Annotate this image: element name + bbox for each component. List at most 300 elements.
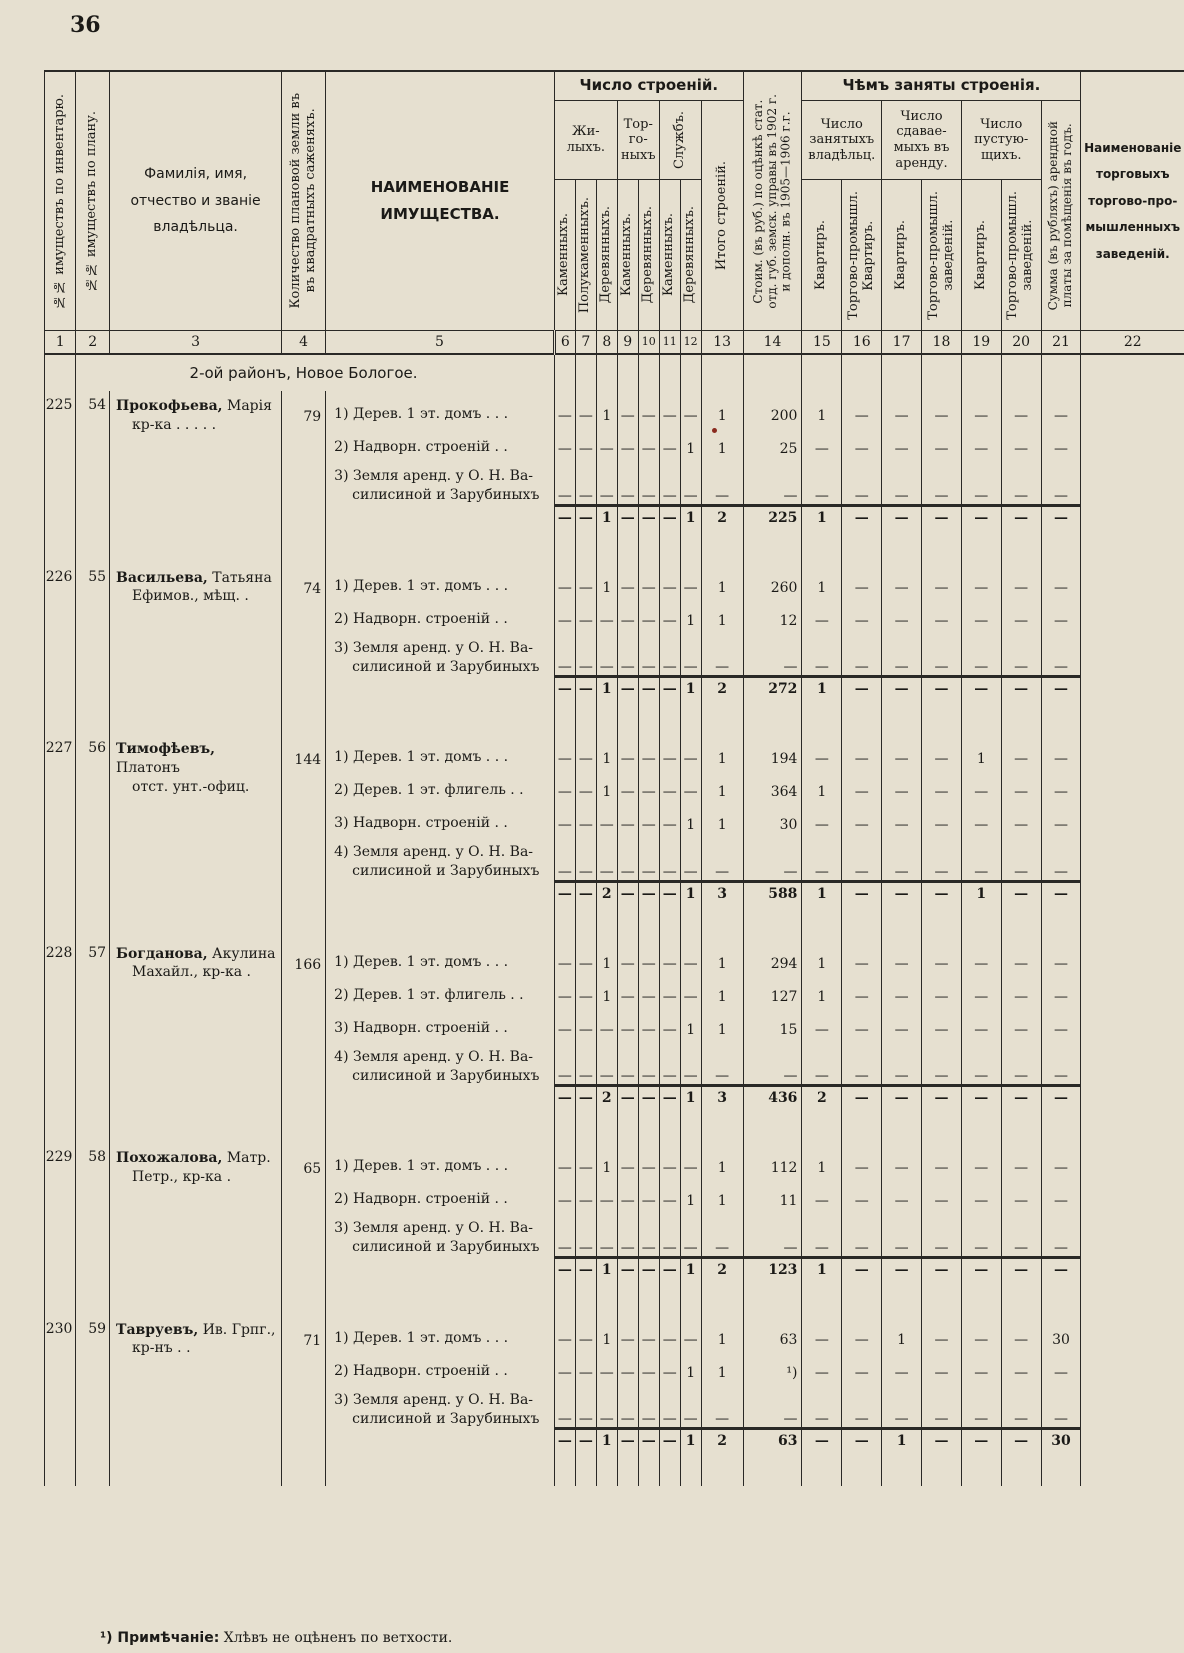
spacer-cell [45,1452,76,1486]
value-cell: 1 [701,1005,743,1038]
total-cell: — [659,1257,680,1281]
value-cell: — [1041,1143,1081,1176]
plan-number: 54 [76,391,110,529]
header-sluzhb: Службъ. [659,101,701,180]
land-area: 166 [282,939,326,1110]
value-cell: — [922,734,962,767]
value-cell: — [842,734,882,767]
total-cell: 1 [680,677,701,701]
value-cell: — [961,1038,1001,1086]
value-cell: — [1041,939,1081,972]
value-cell: 200 [743,391,802,424]
value-cell: — [659,1143,680,1176]
total-cell: — [961,1257,1001,1281]
value-cell: — [882,1209,922,1257]
c22-cell [1081,1038,1184,1086]
spacer-cell [45,1281,76,1315]
header-sdavaemykh: Число сдавае-мыхъ въ аренду. [882,101,962,180]
property-row [45,939,1184,972]
value-cell: — [659,457,680,505]
spacer-cell [45,529,76,563]
value-cell: — [638,424,659,457]
spacer-cell [596,1281,617,1315]
spacer-cell [659,1452,680,1486]
spacer-cell [596,700,617,734]
value-cell: — [575,629,596,677]
owner-name [110,391,282,529]
value-cell: — [802,1381,842,1429]
spacer-cell [659,905,680,939]
owner-title: Махайл., кр-ка . [132,964,251,981]
total-cell: 1 [802,881,842,905]
spacer-row [45,700,1184,734]
value-cell: — [617,596,638,629]
value-cell: — [842,800,882,833]
total-cell: — [1041,505,1081,529]
total-label-cell [326,1257,555,1281]
value-cell: — [961,939,1001,972]
property-label: 3) Земля аренд. у О. Н. Ва- [334,639,534,656]
property-label: 1) Дерев. 1 эт. домъ . . . [334,749,509,766]
property-name [326,1005,555,1038]
c22-cell [1081,391,1184,424]
owner-surname: Прокофьева, [116,398,223,414]
value-cell: — [554,1038,575,1086]
header-col5: НАИМЕНОВАНІЕ ИМУЩЕСТВА. [326,71,555,331]
total-cell: — [617,881,638,905]
header-col18: Торгово-промышл. заведеній. [922,180,962,331]
value-cell: 30 [743,800,802,833]
total-cell: 225 [743,505,802,529]
value-cell: — [1001,1381,1041,1429]
value-cell: — [882,939,922,972]
spacer-cell [961,1281,1001,1315]
value-cell: — [617,734,638,767]
property-name [326,734,555,767]
value-cell: — [659,391,680,424]
value-cell: — [554,972,575,1005]
value-cell: — [617,972,638,1005]
total-cell: — [842,505,882,529]
spacer-cell [802,1452,842,1486]
owner-given-name: Матр. [226,1150,271,1166]
spacer-cell [922,1109,962,1143]
total-cell: — [1001,677,1041,701]
spacer-cell [659,700,680,734]
spacer-cell [701,1109,743,1143]
spacer-cell [617,1281,638,1315]
spacer-cell [326,1109,555,1143]
land-area: 74 [282,563,326,701]
property-row [45,1315,1184,1348]
spacer-cell [922,700,962,734]
property-label-cont: силисиной и Зарубиныхъ [352,1239,540,1256]
value-cell: — [638,1038,659,1086]
property-name [326,1381,555,1429]
value-cell: 1 [882,1315,922,1348]
value-cell: — [922,563,962,596]
value-cell: — [1041,629,1081,677]
value-cell: 30 [1041,1315,1081,1348]
total-cell: — [575,1257,596,1281]
spacer-cell [922,1281,962,1315]
value-cell: — [922,424,962,457]
value-cell: — [802,1176,842,1209]
value-cell: — [680,391,701,424]
value-cell: — [554,734,575,767]
property-label-cont: силисиной и Зарубиныхъ [352,863,540,880]
property-label: 4) Земля аренд. у О. Н. Ва- [334,844,534,861]
value-cell: — [882,800,922,833]
total-cell: 1 [596,677,617,701]
header-col21: Сумма (въ рубляхъ) арендной платы за помѣщенія въ годъ. [1041,101,1081,331]
value-cell: — [680,563,701,596]
value-cell: — [922,1348,962,1381]
spacer-cell [575,1109,596,1143]
value-cell: — [1001,1315,1041,1348]
header-col17: Квартиръ. [882,180,922,331]
spacer-cell [743,1281,802,1315]
value-cell: — [842,939,882,972]
c22-cell [1081,629,1184,677]
land-area: 71 [282,1315,326,1453]
spacer-cell [701,1452,743,1486]
total-label-cell [326,505,555,529]
value-cell: — [575,1381,596,1429]
owner-name [110,563,282,701]
total-cell: — [659,1429,680,1453]
value-cell: 1 [596,1315,617,1348]
property-name [326,1348,555,1381]
value-cell: — [575,1315,596,1348]
spacer-cell [1041,1109,1081,1143]
inventory-table-area [44,70,1184,1610]
spacer-cell [638,1281,659,1315]
value-cell: — [617,1315,638,1348]
total-cell: 3 [701,1086,743,1110]
value-cell: — [554,629,575,677]
value-cell: — [575,972,596,1005]
c22-cell [1081,1429,1184,1453]
value-cell: — [922,939,962,972]
value-cell: 364 [743,767,802,800]
value-cell: — [802,1315,842,1348]
spacer-cell [554,529,575,563]
property-label: 2) Дерев. 1 эт. флигель . . [334,782,524,799]
value-cell: — [743,833,802,881]
total-cell: — [842,1257,882,1281]
value-cell: — [842,1038,882,1086]
spacer-cell [680,1281,701,1315]
property-label-cont: силисиной и Зарубиныхъ [352,658,540,675]
value-cell: — [922,972,962,1005]
property-name [326,800,555,833]
value-cell: 12 [743,596,802,629]
spacer-cell [882,1452,922,1486]
value-cell: — [882,833,922,881]
value-cell: — [575,563,596,596]
total-cell: — [802,1429,842,1453]
owner-title: кр-ка . . . . . [132,416,217,433]
spacer-cell [842,1452,882,1486]
value-cell: — [922,1209,962,1257]
header-col14: Стоим. (въ руб.) по оцѣнкѣ стат. отд. губ. земск. управы въ 1902 г. и дополн. въ 1905—1906 г.г. [743,71,802,331]
total-cell: 588 [743,881,802,905]
value-cell: — [882,1176,922,1209]
total-label-cell [326,677,555,701]
total-cell: — [961,1429,1001,1453]
value-cell: — [701,1038,743,1086]
value-cell: — [743,1381,802,1429]
owner-title: Петр., кр-ка . [132,1168,232,1185]
value-cell: — [1001,1209,1041,1257]
spacer-cell [961,1452,1001,1486]
value-cell: — [1001,972,1041,1005]
footnote-mark: ¹) Примѣчаніе: [100,1630,220,1646]
total-cell: — [659,1086,680,1110]
value-cell: — [617,1348,638,1381]
spacer-cell [842,700,882,734]
value-cell: — [1041,424,1081,457]
total-cell: — [1001,1257,1041,1281]
col-number: 4 [282,331,326,355]
value-cell: — [1041,1381,1081,1429]
total-cell: 2 [802,1086,842,1110]
header-chem-zanyaty: Чѣмъ заняты строенія. [802,71,1081,101]
value-cell: — [659,1315,680,1348]
value-cell: — [575,833,596,881]
total-cell: 2 [701,1257,743,1281]
property-label-cont: силисиной и Зарубиныхъ [352,1410,540,1427]
property-name [326,1209,555,1257]
value-cell: — [1041,563,1081,596]
value-cell: — [1041,833,1081,881]
property-name [326,939,555,972]
footnote [100,1630,452,1646]
property-label: 4) Земля аренд. у О. Н. Ва- [334,1048,534,1065]
spacer-cell [701,905,743,939]
value-cell: — [554,391,575,424]
spacer-cell [617,529,638,563]
header-chislo-stroeniy: Число строеній. [554,71,743,101]
value-cell: — [554,563,575,596]
owner-given-name: Марія [227,398,272,414]
inventory-number: 230 [45,1315,76,1453]
value-cell: — [659,767,680,800]
total-cell: — [554,505,575,529]
owner-surname: Похожалова, [116,1150,223,1166]
owner-surname: Тавруевъ, [116,1321,199,1338]
spacer-cell [802,905,842,939]
property-label: 2) Надворн. строеній . . [334,610,508,627]
total-cell: 436 [743,1086,802,1110]
value-cell: — [882,1005,922,1038]
value-cell: — [659,800,680,833]
ink-dot [712,428,717,433]
value-cell: — [680,734,701,767]
col-number: 3 [110,331,282,355]
value-cell: — [659,1209,680,1257]
value-cell: — [680,1143,701,1176]
value-cell: — [961,1176,1001,1209]
value-cell: — [1041,1176,1081,1209]
value-cell: — [842,767,882,800]
value-cell: 1 [802,1143,842,1176]
value-cell: — [802,734,842,767]
value-cell: — [1001,1176,1041,1209]
owner-name [110,734,282,905]
total-label-cell [326,881,555,905]
spacer-cell [110,1452,282,1486]
inventory-number: 228 [45,939,76,1110]
header-col8: Деревянныхъ. [596,180,617,331]
col-number: 14 [743,331,802,355]
value-cell: — [617,833,638,881]
c22-cell [1081,1005,1184,1038]
value-cell: — [680,629,701,677]
value-cell: — [638,1381,659,1429]
value-cell: — [1001,457,1041,505]
spacer-cell [1041,700,1081,734]
value-cell: — [802,1005,842,1038]
total-cell: — [882,1086,922,1110]
header-col12: Деревянныхъ. [680,180,701,331]
value-cell: — [554,1209,575,1257]
value-cell: — [554,1315,575,1348]
value-cell: — [659,939,680,972]
value-cell: — [1001,629,1041,677]
property-row [45,391,1184,424]
total-cell: — [617,677,638,701]
value-cell: — [638,1143,659,1176]
value-cell: — [659,1038,680,1086]
value-cell: — [743,629,802,677]
spacer-cell [743,1452,802,1486]
spacer-cell [743,1109,802,1143]
value-cell: — [617,1176,638,1209]
inventory-table [44,70,1184,1486]
spacer-cell [282,1281,326,1315]
spacer-cell [1081,529,1184,563]
spacer-cell [575,905,596,939]
value-cell: — [596,833,617,881]
value-cell: 1 [596,939,617,972]
spacer-cell [1041,905,1081,939]
header-zhilykh: Жи-лыхъ. [554,101,617,180]
value-cell: — [617,629,638,677]
value-cell: — [743,1038,802,1086]
value-cell: — [596,1005,617,1038]
value-cell: — [842,1381,882,1429]
value-cell: — [1041,1209,1081,1257]
value-cell: — [617,457,638,505]
value-cell: — [842,972,882,1005]
total-cell: — [842,1429,882,1453]
total-cell: — [659,677,680,701]
c22-cell [1081,457,1184,505]
total-cell: — [842,881,882,905]
column-numbers-row [45,331,1184,355]
value-cell: — [961,563,1001,596]
total-cell: — [1041,881,1081,905]
total-cell: — [638,1086,659,1110]
owner-given-name: Платонъ [116,759,180,776]
owner-surname: Тимофѣевъ, [116,741,216,757]
value-cell: 1 [701,424,743,457]
value-cell: — [638,767,659,800]
value-cell: — [802,596,842,629]
spacer-cell [76,905,110,939]
value-cell: — [554,1005,575,1038]
value-cell: — [575,1348,596,1381]
land-area: 79 [282,391,326,529]
total-label-cell [326,1429,555,1453]
col-number: 20 [1001,331,1041,355]
plan-number: 55 [76,563,110,701]
col-number: 18 [922,331,962,355]
total-cell: — [554,881,575,905]
value-cell: 1 [701,391,743,424]
col-number: 9 [617,331,638,355]
spacer-cell [680,529,701,563]
total-cell: — [882,1257,922,1281]
value-cell: — [701,833,743,881]
property-label: 3) Земля аренд. у О. Н. Ва- [334,1220,534,1237]
value-cell: — [961,800,1001,833]
value-cell: 112 [743,1143,802,1176]
header-torgovykh: Тор-го-ныхъ [617,101,659,180]
value-cell: — [802,1038,842,1086]
total-cell: 63 [743,1429,802,1453]
property-name [326,767,555,800]
district-row [45,354,1184,391]
value-cell: — [922,596,962,629]
value-cell: — [1041,734,1081,767]
value-cell: — [882,629,922,677]
c22-cell [1081,424,1184,457]
value-cell: — [961,1348,1001,1381]
spacer-cell [680,1452,701,1486]
value-cell: — [802,457,842,505]
value-cell: — [1001,1038,1041,1086]
c22-cell [1081,1315,1184,1348]
spacer-cell [282,1452,326,1486]
header-col20: Торгово-промышл. заведеній. [1001,180,1041,331]
value-cell: — [701,1381,743,1429]
value-cell: — [659,563,680,596]
value-cell: — [842,1176,882,1209]
spacer-cell [659,529,680,563]
c22-cell [1081,505,1184,529]
value-cell: 1 [596,734,617,767]
value-cell: — [638,939,659,972]
value-cell: — [659,734,680,767]
value-cell: — [961,833,1001,881]
total-cell: 1 [596,1429,617,1453]
value-cell: 127 [743,972,802,1005]
spacer-cell [638,700,659,734]
value-cell: 1 [802,563,842,596]
c22-cell [1081,596,1184,629]
spacer-cell [802,529,842,563]
spacer-cell [701,529,743,563]
property-name [326,972,555,1005]
total-cell: 2 [701,505,743,529]
total-cell: 1 [680,1429,701,1453]
spacer-cell [76,700,110,734]
spacer-cell [110,1281,282,1315]
value-cell: — [922,1038,962,1086]
